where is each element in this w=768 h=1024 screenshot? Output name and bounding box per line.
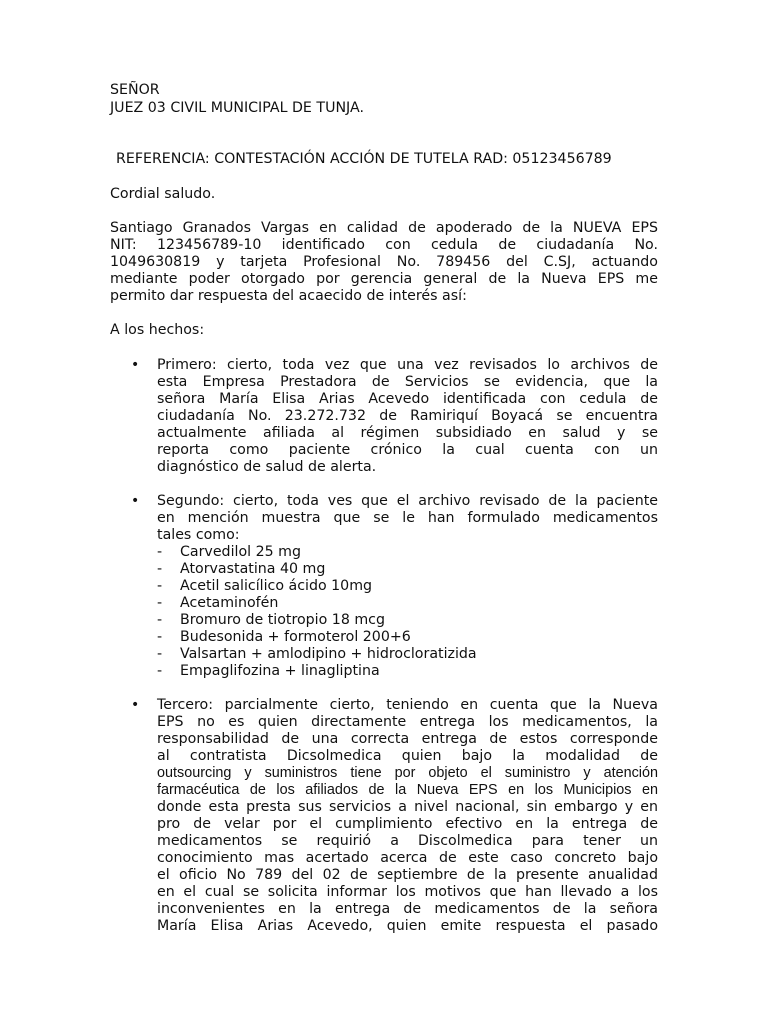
recipient: JUEZ 03 CIVIL MUNICIPAL DE TUNJA.: [110, 100, 364, 116]
fact-third-line: donde esta presta sus servicios a nivel nacional, sin embargo y en: [157, 799, 658, 815]
fact-third-line: en el cual se solicita informar los motivos que han llevado a los: [157, 884, 658, 900]
dash-icon: -: [157, 629, 163, 645]
fact-first-line: señora María Elisa Arias Acevedo identificada con cedula de: [157, 391, 658, 407]
dash-icon: -: [157, 544, 163, 560]
fact-first-line: ciudadanía No. 23.272.732 de Ramiriquí Boyacá se encuentra: [157, 408, 658, 424]
fact-third-line: farmacéutica de los afiliados de la Nueva EPS en los Municipios en: [157, 782, 658, 798]
fact-third-line: medicamentos se requirió a Discolmedica para tener un: [157, 833, 658, 849]
facts-heading: A los hechos:: [110, 322, 205, 338]
dash-icon: -: [157, 646, 163, 662]
fact-third-line: outsourcing y suministros tiene por objeto el suministro y atención: [157, 765, 658, 781]
dash-icon: -: [157, 612, 163, 628]
fact-third-line: inconvenientes en la entrega de medicamentos de la señora: [157, 901, 658, 917]
medication-item: Atorvastatina 40 mg: [180, 561, 326, 577]
dash-icon: -: [157, 578, 163, 594]
medication-item: Empaglifozina + linagliptina: [180, 663, 380, 679]
reference-line: REFERENCIA: CONTESTACIÓN ACCIÓN DE TUTELA RAD: 05123456789: [116, 151, 612, 167]
medication-item: Acetil salicílico ácido 10mg: [180, 578, 373, 594]
intro-paragraph: [110, 220, 658, 305]
fact-third-line: María Elisa Arias Acevedo, quien emite respuesta el pasado: [157, 918, 658, 934]
intro-line: permito dar respuesta del acaecido de interés así:: [110, 288, 467, 304]
intro-line: mediante poder otorgado por gerencia general de la Nueva EPS me: [110, 271, 658, 287]
medication-item: Carvedilol 25 mg: [180, 544, 301, 560]
fact-third: [157, 697, 658, 935]
fact-first-line: actualmente afiliada al régimen subsidiado en salud y se: [157, 425, 658, 441]
intro-line: NIT: 123456789-10 identificado con cedula de ciudadanía No.: [110, 237, 658, 253]
fact-first-line: esta Empresa Prestadora de Servicios se evidencia, que la: [157, 374, 658, 390]
fact-third-line: EPS no es quien directamente entrega los medicamentos, la: [157, 714, 658, 730]
intro-line: 1049630819 y tarjeta Profesional No. 789456 del C.SJ, actuando: [110, 254, 658, 270]
fact-first-line: reporta como paciente crónico la cual cuenta con un: [157, 442, 658, 458]
medication-item: Bromuro de tiotropio 18 mcg: [180, 612, 385, 628]
fact-third-line: conocimiento mas acertado acerca de este caso concreto bajo: [157, 850, 658, 866]
fact-first-line: diagnóstico de salud de alerta.: [157, 459, 377, 475]
dash-icon: -: [157, 595, 163, 611]
intro-line: Santiago Granados Vargas en calidad de apoderado de la NUEVA EPS: [110, 220, 658, 236]
fact-third-line: responsabilidad de una correcta entrega de estos corresponde: [157, 731, 658, 747]
fact-first: [157, 357, 658, 476]
fact-first-line: Primero: cierto, toda vez que una vez revisados lo archivos de: [157, 357, 658, 373]
fact-second: [157, 493, 658, 544]
greeting: Cordial saludo.: [110, 186, 216, 202]
fact-second-line: tales como:: [157, 527, 240, 543]
dash-icon: -: [157, 561, 163, 577]
fact-second-line: en mención muestra que se le han formulado medicamentos: [157, 510, 658, 526]
fact-third-line: pro de velar por el cumplimiento efectivo en la entrega de: [157, 816, 658, 832]
bullet-icon: •: [131, 357, 140, 373]
fact-third-line: al contratista Dicsolmedica quien bajo la modalidad de: [157, 748, 658, 764]
medication-item: Budesonida + formoterol 200+6: [180, 629, 411, 645]
salutation: SEÑOR: [110, 82, 160, 98]
bullet-icon: •: [131, 697, 140, 713]
medication-item: Acetaminofén: [180, 595, 279, 611]
fact-second-line: Segundo: cierto, toda ves que el archivo revisado de la paciente: [157, 493, 658, 509]
medication-item: Valsartan + amlodipino + hidrocloratizida: [180, 646, 477, 662]
fact-third-line: Tercero: parcialmente cierto, teniendo en cuenta que la Nueva: [157, 697, 658, 713]
bullet-icon: •: [131, 493, 140, 509]
dash-icon: -: [157, 663, 163, 679]
fact-third-line: el oficio No 789 del 02 de septiembre de la presente anualidad: [157, 867, 658, 883]
